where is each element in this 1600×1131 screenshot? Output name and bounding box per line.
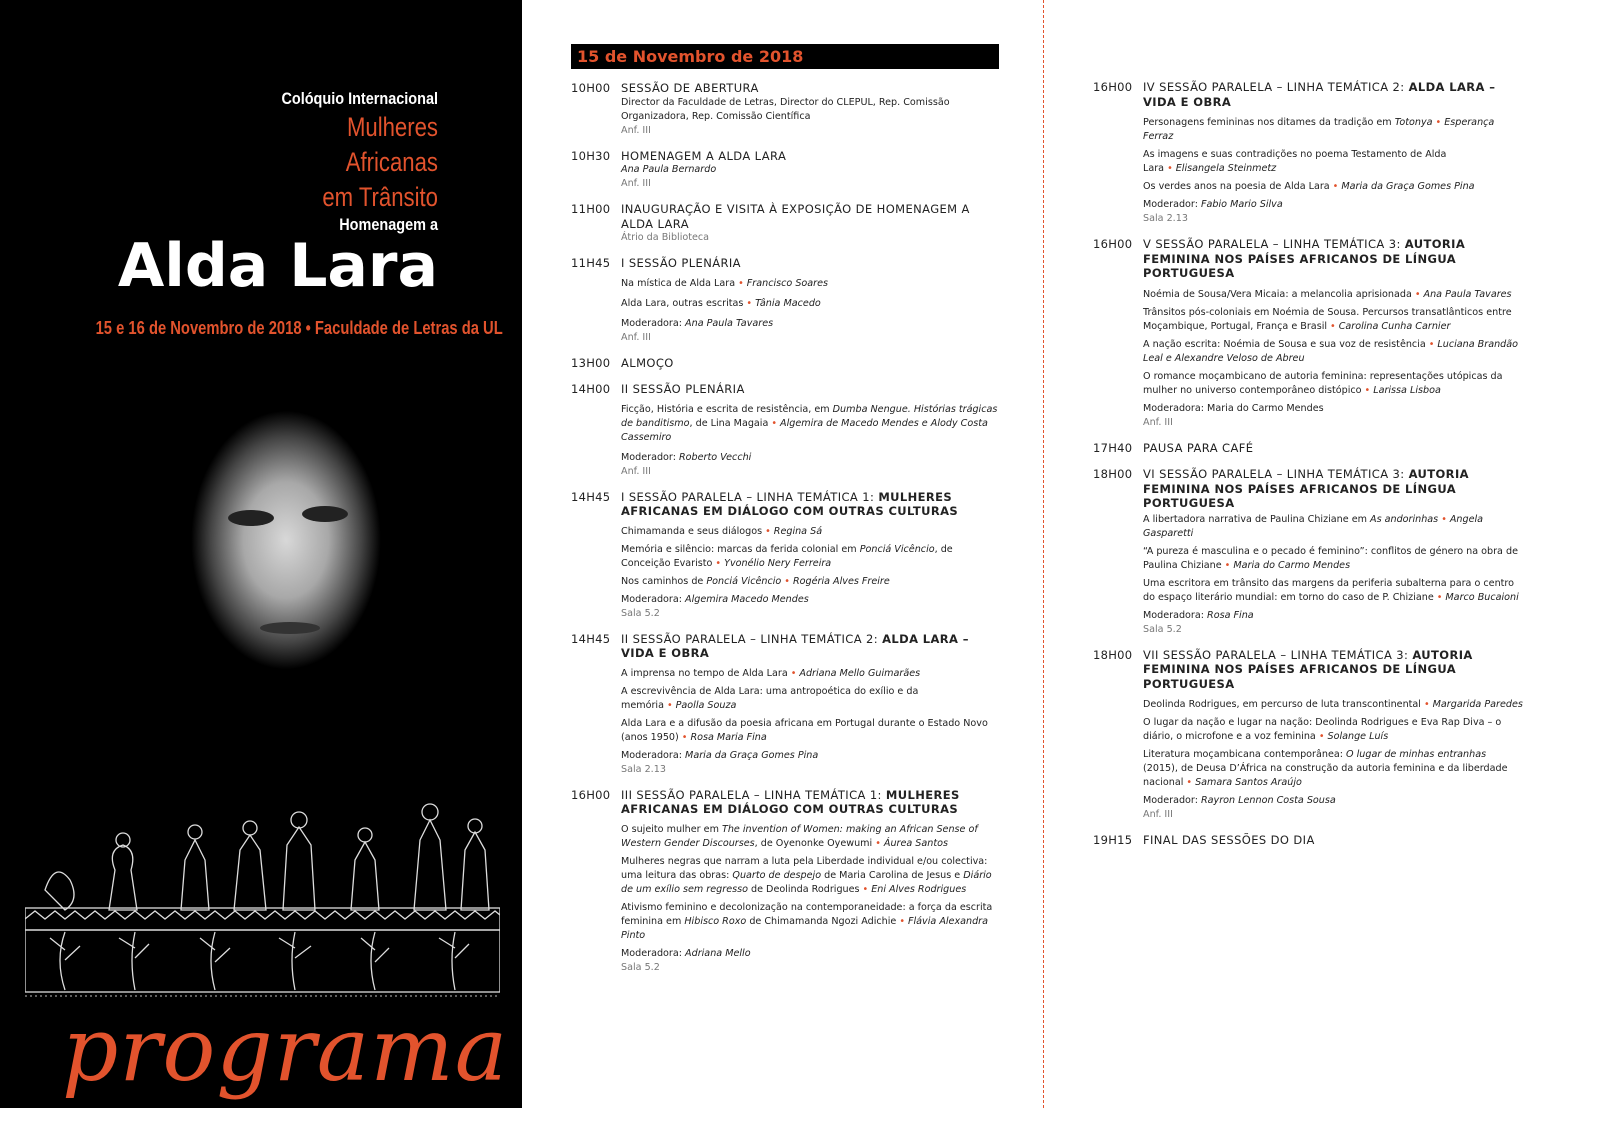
talk-item: Uma escritora em trânsito das margens da periferia subalterna para o centro do espaço literário mundial: em torno do caso de P. Chiziane • Marco Bucaioni: [1143, 577, 1519, 603]
session-title: I SESSÃO PARALELA – LINHA TEMÁTICA 1: MULHERES AFRICANAS EM DIÁLOGO COM OUTRAS CULTURAS: [621, 489, 959, 518]
fold-divider: [1043, 0, 1044, 1108]
session-time: 14H45: [571, 489, 611, 504]
date-header: 15 de Novembro de 2018: [571, 44, 999, 69]
session-inauguration: [571, 202, 999, 244]
talk-item: Trânsitos pós-coloniais em Noémia de Sousa. Percursos transatlânticos entre Moçambique, Portugal, França e Brasil • Carolina Cunha Carnier: [1143, 306, 1512, 332]
session-room: Anf. III: [1143, 809, 1173, 820]
talk-item: A nação escrita: Noémia de Sousa e sua voz de resistência • Luciana Brandão Leal e Alexandre Veloso de Abreu: [1143, 338, 1518, 364]
session-time: 16H00: [1093, 237, 1133, 251]
homage-label: Homenagem a: [339, 215, 438, 234]
talk-item: A libertadora narrativa de Paulina Chiziane em As andorinhas • Angela Gasparetti: [1143, 513, 1484, 539]
talk-item: Noémia de Sousa/Vera Micaia: a melancolia aprisionada • Ana Paula Tavares: [1143, 288, 1512, 300]
session-room: Anf. III: [621, 331, 651, 343]
session-time: 18H00: [1093, 467, 1133, 481]
session-time: 14H45: [571, 631, 611, 646]
session-time: 19H15: [1093, 833, 1133, 847]
title-line-2: Africanas: [345, 147, 438, 177]
talk-item: A escrevivência de Alda Lara: uma antropoética do exílio e da memória • Paolla Souza: [621, 685, 919, 711]
session-coffee-break: [1093, 441, 1523, 456]
session-lunch: [571, 356, 999, 371]
talk-item: O sujeito mulher em The invention of Women: making an African Sense of Western Gender Discourses, de Oyenonke Oyewumi • Áurea Santos: [621, 823, 978, 849]
session-parallel-1: [571, 490, 999, 620]
session-parallel-7: [1093, 648, 1523, 822]
session-title: VI SESSÃO PARALELA – LINHA TEMÁTICA 3: AUTORIA FEMININA NOS PAÍSES AFRICANOS DE LÍNGUA PORTUGUESA: [1143, 467, 1469, 510]
talk-item: Os verdes anos na poesia de Alda Lara • Maria da Graça Gomes Pina: [1143, 181, 1475, 192]
moderator: Moderadora: Maria do Carmo Mendes: [1143, 402, 1324, 414]
session-description: Director da Faculdade de Letras, Director do CLEPUL, Rep. Comissão Organizadora, Rep. Comissão Científica: [621, 96, 950, 122]
talk-item: Deolinda Rodrigues, em percurso de luta transcontinental • Margarida Paredes: [1143, 699, 1523, 710]
session-room: Sala 2.13: [1143, 213, 1188, 224]
talk-item: Literatura moçambicana contemporânea: O lugar de minhas entranhas (2015), de Deusa D’África na construção da autoria feminina e da liberdade nacional • Samara Santos Araújo: [1143, 749, 1508, 788]
title-line-1: Mulheres: [346, 112, 438, 142]
session-time: 11H00: [571, 202, 611, 216]
moderator: Moderadora: Maria da Graça Gomes Pina: [621, 749, 819, 761]
talk-item: Memória e silêncio: marcas da ferida colonial em Ponciá Vicêncio, de Conceição Evaristo • Yvonélio Nery Ferreira: [621, 543, 953, 569]
session-time: 11H45: [571, 256, 611, 270]
session-room: Sala 5.2: [621, 607, 660, 619]
event-dates: 15 e 16 de Novembro de 2018 • Faculdade de Letras da UL: [95, 318, 503, 338]
session-time: 16H00: [1093, 80, 1133, 94]
session-plenary-2: [571, 382, 999, 478]
session-speaker: Ana Paula Bernardo: [621, 164, 717, 175]
session-parallel-3: [571, 788, 999, 974]
session-time: 10H30: [571, 148, 611, 163]
talk-item: Alda Lara e a difusão da poesia africana em Portugal durante o Estado Novo (anos 1950) • Rosa Maria Fina: [621, 717, 988, 743]
session-time: 13H00: [571, 355, 611, 370]
talk-item: Mulheres negras que narram a luta pela Liberdade individual e/ou colectiva: uma leitura das obras: Quarto de despejo de Maria Carolina de Jesus e Diário de um exílio sem regresso de Deolinda Rodrigues • Eni Alves Rodrigues: [621, 855, 992, 895]
schedule-column-1: [571, 44, 999, 986]
session-time: 14H00: [571, 382, 611, 396]
talk-item: Ficção, História e escrita de resistência, em Dumba Nengue. Histórias trágicas de banditismo, de Lina Magaia • Algemira de Macedo Mendes e Alody Costa Cassemiro: [621, 403, 998, 443]
moderator: Moderadora: Ana Paula Tavares: [621, 317, 774, 329]
portrait-mouth: [260, 622, 320, 634]
talk-item: Nos caminhos de Ponciá Vicêncio • Rogéria Alves Freire: [621, 575, 890, 587]
session-title: II SESSÃO PLENÁRIA: [621, 382, 745, 396]
session-parallel-2: [571, 632, 999, 776]
colloquium-label: Colóquio Internacional: [281, 89, 438, 108]
session-time: 16H00: [571, 787, 611, 802]
portrait-eye-right: [302, 506, 348, 522]
session-title: VII SESSÃO PARALELA – LINHA TEMÁTICA 3: AUTORIA FEMININA NOS PAÍSES AFRICANOS DE LÍNGUA PORTUGUESA: [1143, 647, 1473, 691]
session-title: SESSÃO DE ABERTURA: [621, 81, 759, 95]
session-time: 18H00: [1093, 647, 1133, 662]
talk-item: Chimamanda e seus diálogos • Regina Sá: [621, 525, 823, 537]
session-title: ALMOÇO: [621, 355, 674, 370]
session-room: Anf. III: [621, 178, 651, 189]
talk-item: As imagens e suas contradições no poema Testamento de Alda Lara • Elisangela Steinmetz: [1143, 149, 1447, 174]
talk-item: O lugar da nação e lugar na nação: Deolinda Rodrigues e Eva Rap Diva – o diário, o microfone e a voz feminina • Solange Luís: [1143, 717, 1502, 742]
session-title: PAUSA PARA CAFÉ: [1143, 440, 1254, 455]
session-parallel-4: [1093, 80, 1523, 225]
schedule-column-2: [1093, 80, 1523, 860]
session-parallel-5: [1093, 237, 1523, 429]
session-room: Sala 5.2: [1143, 623, 1182, 635]
moderator: Moderador: Roberto Vecchi: [621, 451, 752, 463]
session-plenary-1: [571, 256, 999, 344]
session-room: Anf. III: [1143, 416, 1173, 428]
honoree-name: Alda Lara: [117, 231, 438, 301]
talk-item: “A pureza é masculina e o pecado é feminino”: conflitos de género na obra de Paulina Chiziane • Maria do Carmo Mendes: [1143, 545, 1518, 571]
session-title: V SESSÃO PARALELA – LINHA TEMÁTICA 3: AUTORIA FEMININA NOS PAÍSES AFRICANOS DE LÍNGUA PORTUGUESA: [1143, 237, 1466, 280]
moderator: Moderador: Fabio Mario Silva: [1143, 199, 1283, 210]
talk-item: O romance moçambicano de autoria feminina: representações utópicas da mulher no universo contemporâneo distópico • Larissa Lisboa: [1143, 370, 1503, 396]
moderator: Moderador: Rayron Lennon Costa Sousa: [1143, 795, 1336, 806]
frieze-illustration: [25, 790, 500, 1000]
session-homage: [571, 149, 999, 191]
session-title: HOMENAGEM A ALDA LARA: [621, 148, 787, 163]
session-title: III SESSÃO PARALELA – LINHA TEMÁTICA 1: MULHERES AFRICANAS EM DIÁLOGO COM OUTRAS CULTURAS: [621, 787, 960, 816]
session-title: FINAL DAS SESSÕES DO DIA: [1143, 833, 1315, 847]
session-opening: [571, 81, 999, 137]
session-time: 10H00: [571, 81, 611, 95]
talk-item: Alda Lara, outras escritas • Tânia Macedo: [621, 297, 821, 309]
moderator: Moderadora: Adriana Mello: [621, 947, 751, 959]
session-room: Anf. III: [621, 465, 651, 477]
programa-wordmark: programa: [62, 998, 509, 1101]
session-title: I SESSÃO PLENÁRIA: [621, 256, 741, 270]
title-line-3: em Trânsito: [322, 182, 438, 212]
session-title: INAUGURAÇÃO E VISITA À EXPOSIÇÃO DE HOMENAGEM A ALDA LARA: [621, 202, 970, 231]
session-parallel-6: [1093, 467, 1523, 636]
session-time: 17H40: [1093, 440, 1133, 455]
session-title: II SESSÃO PARALELA – LINHA TEMÁTICA 2: ALDA LARA – VIDA E OBRA: [621, 631, 969, 660]
cover-panel: [0, 0, 522, 1108]
talk-item: Ativismo feminino e decolonização na contemporaneidade: a força da escrita feminina em Hibisco Roxo de Chimamanda Ngozi Adichie • Flávia Alexandra Pinto: [621, 901, 993, 941]
portrait-image: [110, 360, 430, 720]
session-room: Sala 5.2: [621, 961, 660, 973]
session-room: Átrio da Biblioteca: [621, 232, 710, 243]
moderator: Moderadora: Algemira Macedo Mendes: [621, 593, 809, 605]
talk-item: Personagens femininas nos ditames da tradição em Totonya • Esperança Ferraz: [1143, 117, 1495, 142]
session-closing: [1093, 833, 1523, 848]
moderator: Moderadora: Rosa Fina: [1143, 609, 1254, 621]
cover-heading: [0, 88, 438, 299]
portrait-eye-left: [228, 510, 274, 526]
talk-item: Na mística de Alda Lara • Francisco Soares: [621, 277, 829, 289]
session-room: Sala 2.13: [621, 763, 666, 775]
session-title: IV SESSÃO PARALELA – LINHA TEMÁTICA 2: ALDA LARA – VIDA E OBRA: [1143, 80, 1496, 109]
session-room: Anf. III: [621, 124, 651, 136]
talk-item: A imprensa no tempo de Alda Lara • Adriana Mello Guimarães: [621, 667, 921, 679]
